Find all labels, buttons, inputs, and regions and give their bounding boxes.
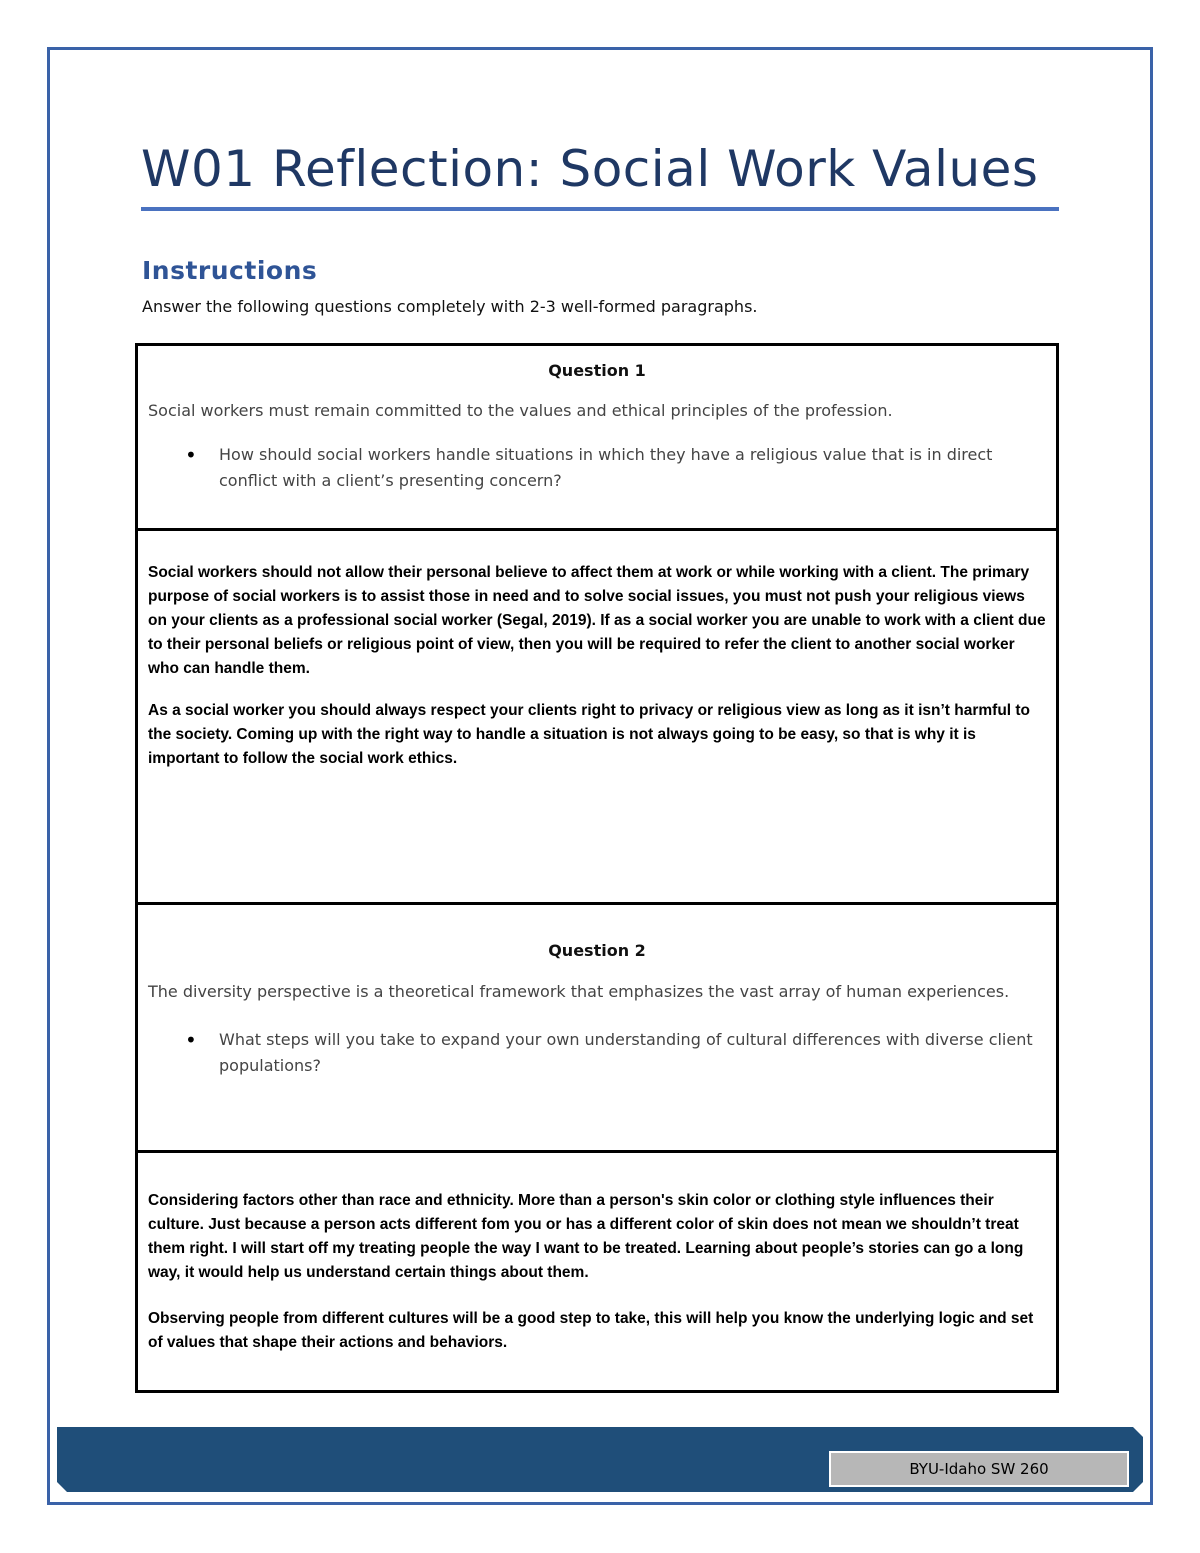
bullet-icon: • xyxy=(185,443,197,467)
document-title: W01 Reflection: Social Work Values xyxy=(141,140,1039,198)
question-1-title: Question 1 xyxy=(548,361,646,380)
question-2-prompt: The diversity perspective is a theoretical framework that emphasizes the vast array of human experiences. xyxy=(148,982,1010,1001)
answer-1-cell xyxy=(138,528,1056,902)
question-1-bullet xyxy=(148,442,1046,494)
question-1-bullet-text: How should social workers handle situations in which they have a religious value that is in direct conflict with a client’s presenting concern? xyxy=(219,445,993,490)
question-1-cell xyxy=(138,346,1056,528)
answer-1-paragraph-1: Social workers should not allow their personal believe to affect them at work or while working with a client. The primary purpose of social workers is to assist those in need and to solve social issues, you must not push your religious views on your clients as a professional social worker (Segal, 2019). If as a social worker you are unable to work with a client due to their personal beliefs or religious point of view, then you will be required to refer the client to another social worker who can handle them. xyxy=(148,564,1046,677)
answer-2-paragraph-2: Observing people from different cultures will be a good step to take, this will help you know the underlying logic and set of values that shape their actions and behaviors. xyxy=(148,1310,1034,1351)
course-badge: BYU-Idaho SW 260 xyxy=(829,1451,1129,1487)
question-2-title: Question 2 xyxy=(548,941,646,960)
question-2-bullet-text: What steps will you take to expand your own understanding of cultural differences with diverse client populations? xyxy=(219,1030,1033,1075)
answer-1-paragraph-2: As a social worker you should always respect your clients right to privacy or religious view as long as it isn’t harmful to the society. Coming up with the right way to handle a situation is not always going to be easy, so that is why it is important to follow the social work ethics. xyxy=(148,702,1031,767)
question-1-prompt: Social workers must remain committed to the values and ethical principles of the profession. xyxy=(148,401,893,420)
instructions-heading: Instructions xyxy=(142,256,318,285)
question-2-bullet xyxy=(148,1027,1046,1079)
questions-table xyxy=(135,343,1059,1393)
answer-2-paragraph-1: Considering factors other than race and ethnicity. More than a person's skin color or clothing style influences their culture. Just because a person acts different fom you or has a different color of skin does not mean we shouldn’t treat them right. I will start off my treating people the way I want to be treated. Learning about people’s stories can go a long way, it would help us understand certain things about them. xyxy=(148,1192,1024,1281)
answer-2-cell xyxy=(138,1150,1056,1390)
bullet-icon: • xyxy=(185,1028,197,1052)
question-2-bullets xyxy=(148,1027,1046,1079)
question-2-cell xyxy=(138,902,1056,1150)
question-1-bullets xyxy=(148,442,1046,494)
title-underline xyxy=(141,207,1059,211)
instructions-text: Answer the following questions completely with 2-3 well-formed paragraphs. xyxy=(142,297,758,316)
